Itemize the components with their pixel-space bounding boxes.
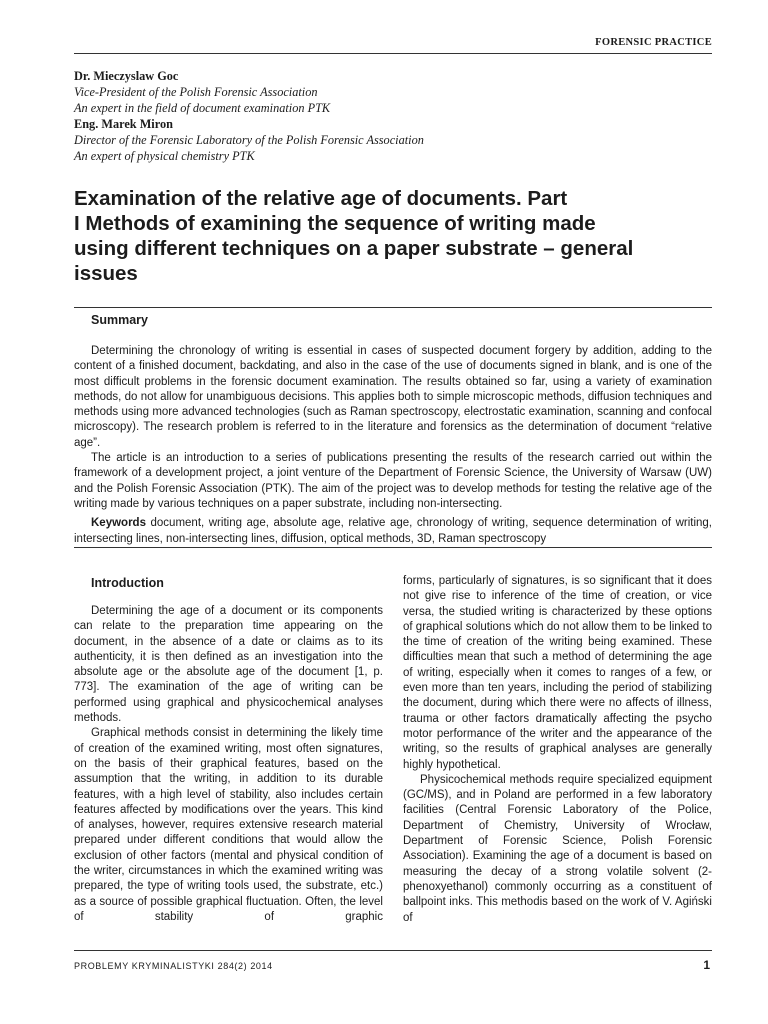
keywords <box>74 516 712 547</box>
body-paragraph: Determining the age of a document or its components can relate to the preparation time appearing on the document, in the absence of a date or claims as to its authenticity, it is then defined as an investigation into the absolute age or the absolute age of the document [1, p. 773]. The examination of the age of writing can be performed using graphical and physicochemical analyses methods. <box>74 605 383 725</box>
author-name: Dr. Mieczyslaw Goc <box>74 69 179 83</box>
header-rule <box>74 53 712 54</box>
introduction-heading: Introduction <box>91 576 164 590</box>
keywords-text: document, writing age, absolute age, relative age, chronology of writing, sequence determination of writing, intersecting lines, non-intersecting lines, diffusion, optical methods, 3D, Raman spectroscopy <box>74 517 712 545</box>
author-role: An expert of physical chemistry PTK <box>74 149 255 163</box>
body-paragraph: Graphical methods consist in determining the likely time of creation of the examined writing, most often signatures, on the basis of their graphical features, based on the assumption that the writing, in addition to its durable features, with a high level of stability, also includes certain features affected by modifications over the years. This kind of analyses, however, requires extensive research material prepared under different conditions that would allow the exclusion of other factors (mental and physical condition of the writer, circumstances in which the examined writing was prepared, the type of writing tools used, the substrate, etc.) as a source of possible graphical fluctuation. Often, the level of stability of graphic <box>74 727 383 923</box>
summary-paragraph: Determining the chronology of writing is essential in cases of suspected document forgery by addition, adding to the content of a finished document, backdating, and also in the case of the use of documents signed in blank, and is one of the most difficult problems in the forensic document examination. The results obtained so far, using a variety of examination methods, do not allow for unambiguous decisions. This applies both to simple microscopic methods, diffusion techniques and methods using more advanced technologies (such as Raman spectroscopy, electrostatic examination, scanning and confocal microscopy). The research problem is referred to in the literature and forensics as the determination of document “relative age”. <box>74 345 712 449</box>
author-block <box>74 68 424 164</box>
footer-rule <box>74 950 712 951</box>
summary-rule-top <box>74 307 712 308</box>
keywords-label: Keywords <box>91 517 146 530</box>
title-line: using different techniques on a paper substrate – general <box>74 237 634 260</box>
body-paragraph: Physicochemical methods require specialized equipment (GC/MS), and in Poland are performed in a few laboratory facilities (Central Forensic Laboratory of the Police, Department of Chemistry, University of Wrocław, Department of Forensic Science, Polish Forensic Association). Examining the age of a document is based on measuring the decay of a strong volatile solvent (2-phenoxyethanol) commonly occurring as a constituent of ballpoint inks. This methodis based on the work of V. Agiński of <box>403 773 712 924</box>
summary-paragraph: The article is an introduction to a series of publications presenting the results of the research carried out within the framework of a development project, a joint venture of the Department of Forensic Science, the University of Warsaw (UW) and the Polish Forensic Association (PTK). The aim of the project was to develop methods for testing the relative age of the writing made by various techniques on a paper substrate, including non-intersecting. <box>74 452 712 510</box>
author-role: Director of the Forensic Laboratory of the Polish Forensic Association <box>74 133 424 147</box>
section-label: FORENSIC PRACTICE <box>595 37 712 48</box>
author-name: Eng. Marek Miron <box>74 117 173 131</box>
author-role: Vice-President of the Polish Forensic Association <box>74 85 318 99</box>
body-paragraph: forms, particularly of signatures, is so significant that it does not give rise to inference of the time of creation, or vice versa, the studied writing is characterized by these options of graphical solutions which do not allow them to be linked to the time of creation of the writing being examined. These difficulties mean that such a method of determining the age of writing, especially when it comes to ranges of a few, or even more than ten years, including the period of stabilizing the document, during which there were no affects of illness, trauma or other factors dramatically affecting the psycho motor performance of the writer and the appearance of the writing, so the results of graphical analyses are generally highly hypothetical. <box>403 575 712 771</box>
page-number: 1 <box>703 958 710 972</box>
title-line: issues <box>74 262 138 285</box>
summary-heading: Summary <box>91 313 148 327</box>
journal-footer: PROBLEMY KRYMINALISTYKI 284(2) 2014 <box>74 961 273 971</box>
title-line: I Methods of examining the sequence of writing made <box>74 212 596 235</box>
title-line: Examination of the relative age of documents. Part <box>74 187 568 210</box>
summary-body <box>74 344 712 547</box>
article-title <box>74 186 714 286</box>
author-role: An expert in the field of document examination PTK <box>74 101 331 115</box>
right-column <box>403 574 712 926</box>
left-column <box>74 574 383 925</box>
summary-rule-bottom <box>74 547 712 548</box>
